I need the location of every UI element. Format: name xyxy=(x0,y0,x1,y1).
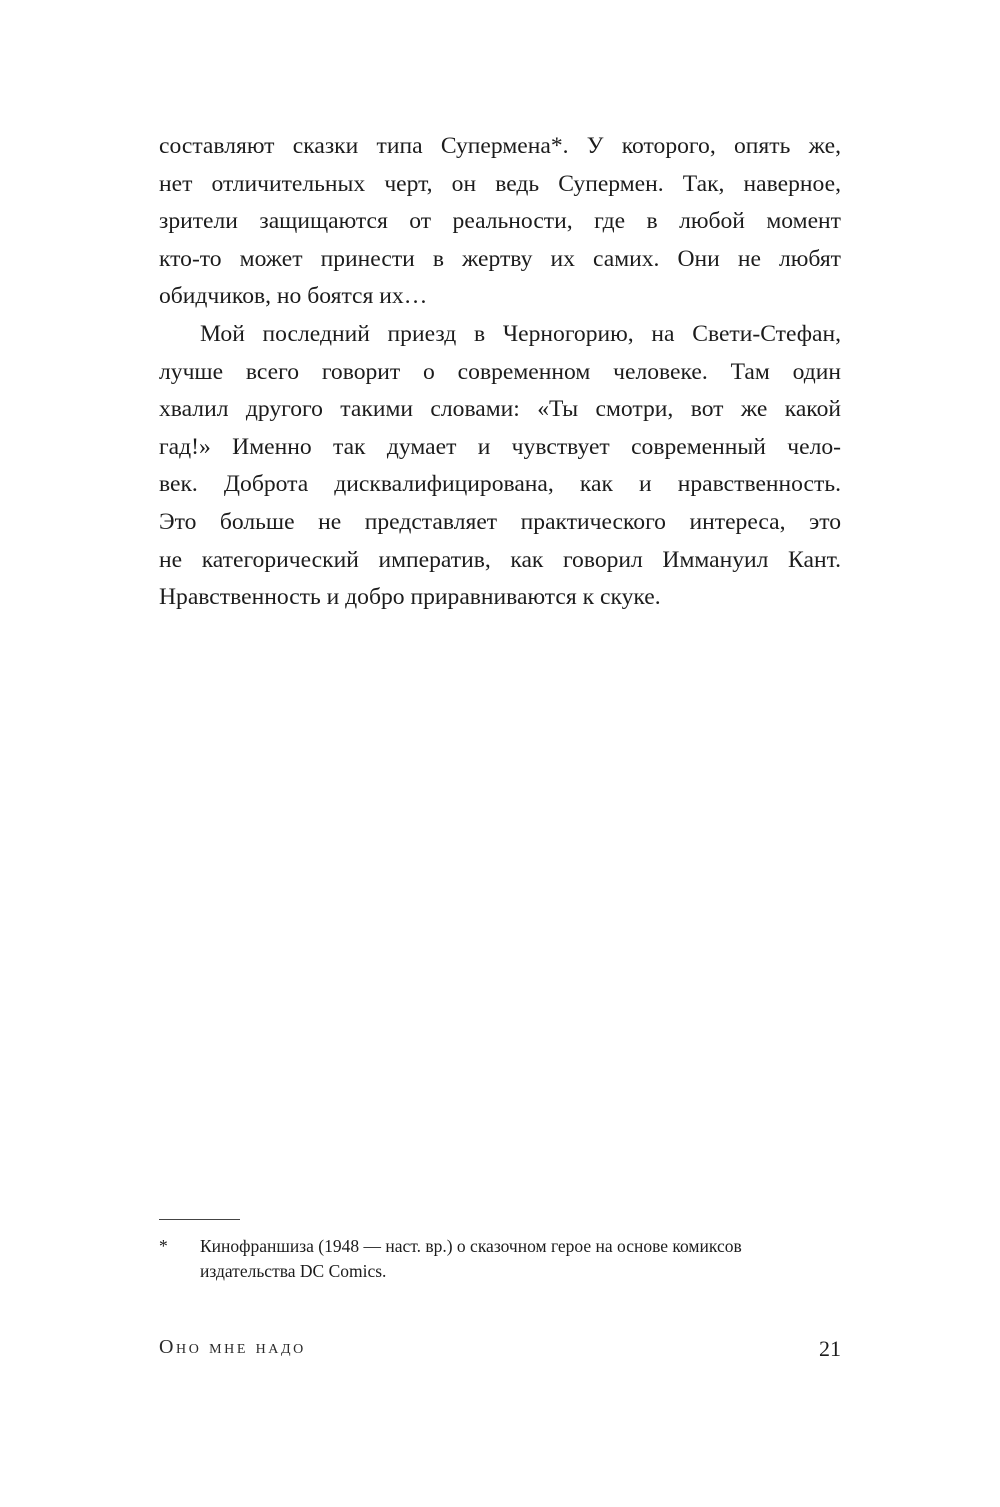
page-number: 21 xyxy=(819,1336,841,1361)
text-line: составляют сказки типа Супермена*. У которого, опять же, xyxy=(159,133,841,159)
text-line: хвалил другого такими словами: «Ты смотри, вот же какой xyxy=(159,396,841,423)
text-line: зрители защищаются от реальности, где в любой момент xyxy=(159,208,841,235)
text-line: не категорический императив, как говорил Иммануил Кант. xyxy=(159,546,841,573)
text-line: кто-то может принести в жертву их самих. Они не любят xyxy=(159,245,841,272)
text-line: лучше всего говорит о современном человеке. Там один xyxy=(159,358,841,385)
text-line: Это больше не представляет практического интереса, это xyxy=(159,508,841,535)
footnote-line: издательства DC Comics. xyxy=(200,1261,387,1281)
running-title: Оно мне надо xyxy=(159,1336,306,1358)
footnote-divider xyxy=(159,1219,240,1220)
text-line: гад!» Именно так думает и чувствует современный чело- xyxy=(159,433,841,460)
text-line: Нравственность и добро приравниваются к скуке. xyxy=(159,584,661,611)
main-text xyxy=(159,128,841,617)
footnote-line: Кинофраншиза (1948 — наст. вр.) о сказочном герое на основе комиксов xyxy=(200,1236,742,1256)
text-line: нет отличительных черт, он ведь Супермен. Так, наверное, xyxy=(159,170,841,197)
text-line: обидчиков, но боятся их… xyxy=(159,283,428,310)
text-line: Мой последний приезд в Черногорию, на Свети-Стефан, xyxy=(200,320,841,347)
text-line: век. Доброта дисквалифицирована, как и нравственность. xyxy=(159,471,841,498)
footnote-mark: * xyxy=(159,1236,168,1256)
footnote-text xyxy=(200,1234,841,1284)
page-footer xyxy=(159,1336,841,1368)
